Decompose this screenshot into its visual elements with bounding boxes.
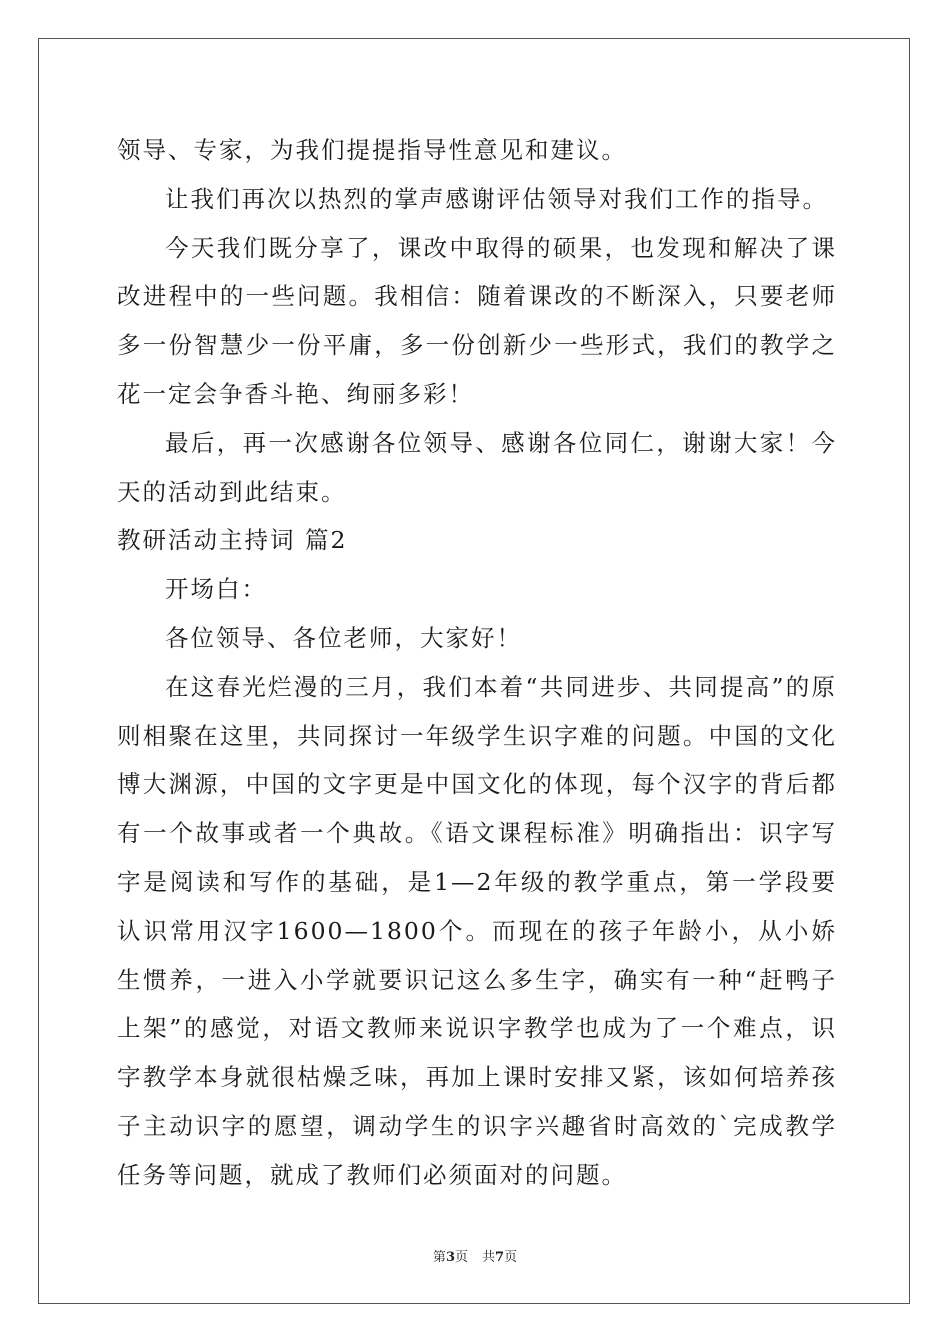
total-page-number: 7 — [495, 1250, 505, 1265]
paragraph: 让我们再次以热烈的掌声感谢评估领导对我们工作的指导。 — [165, 184, 828, 213]
section-heading: 教研活动主持词 篇2 — [117, 526, 348, 555]
paragraph: 开场白： — [165, 575, 267, 604]
footer-page-unit: 页 — [454, 1250, 468, 1265]
current-page-number: 3 — [445, 1250, 455, 1265]
paragraph: 在这春光烂漫的三月，我们本着“共同进步、共同提高”的原则相聚在这里，共同探讨一年级学生识字难的问题。中国的文化博大渊源，中国的文字更是中国文化的体现，每个汉字的背后都有一个故事或者一个典故。《语文课程标准》明确指出：识字写字是阅读和写作的基础，是1—2年级的教学重点，第一学段要认识常用汉字1600—1800个。而现在的孩子年龄小，从小娇生惯养，一进入小学就要识记这么多生字，确实有一种“赶鸭子上架”的感觉，对语文教师来说识字教学也成为了一个难点，识字教学本身就很枯燥乏味，再加上课时安排又紧，该如何培养孩子主动识字的愿望，调动学生的识字兴趣省时高效的`完成教学任务等问题，就成了教师们必须面对的问题。 — [117, 672, 837, 1189]
footer-prefix: 第 — [432, 1250, 446, 1265]
page-footer — [0, 1246, 950, 1265]
footer-suffix: 页 — [504, 1250, 518, 1265]
paragraph: 各位领导、各位老师，大家好！ — [165, 623, 522, 652]
document-body — [117, 126, 837, 1200]
paragraph: 今天我们既分享了，课改中取得的硕果，也发现和解决了课改进程中的一些问题。我相信：随着课改的不断深入，只要老师多一份智慧少一份平庸，多一份创新少一些形式，我们的教学之花一定会争香斗艳、绚丽多彩！ — [117, 233, 837, 408]
paragraph: 最后，再一次感谢各位领导、感谢各位同仁，谢谢大家！今天的活动到此结束。 — [117, 428, 837, 506]
footer-total-prefix: 共 — [482, 1250, 496, 1265]
paragraph: 领导、专家，为我们提提指导性意见和建议。 — [117, 136, 627, 164]
